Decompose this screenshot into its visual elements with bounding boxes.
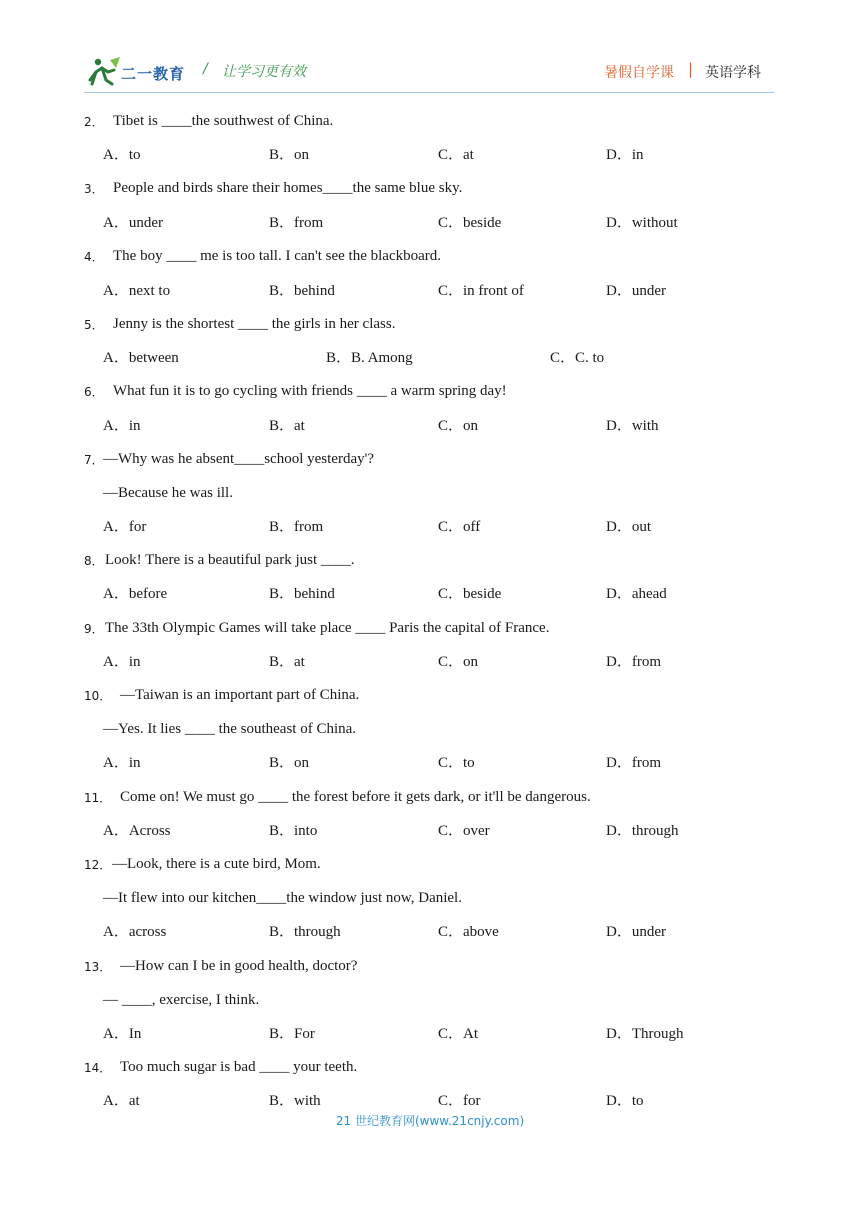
question-number: 9． — [84, 622, 104, 636]
option-a[interactable]: A．to — [103, 147, 141, 163]
option-b[interactable]: B．from — [269, 519, 324, 535]
question-number: 13． — [84, 960, 112, 974]
option-b[interactable]: B．on — [269, 147, 310, 163]
question-text: What fun it is to go cycling with friends ____ a warm spring day! — [113, 383, 507, 399]
option-d[interactable]: D．ahead — [606, 586, 667, 602]
option-d[interactable]: D．without — [606, 215, 678, 231]
option-d[interactable]: D．under — [606, 283, 666, 299]
question-text: Look! There is a beautiful park just ____. — [105, 552, 355, 568]
option-d[interactable]: D．to — [606, 1093, 644, 1109]
page-footer[interactable]: 21 世纪教育网(www.21cnjy.com) — [335, 1114, 525, 1128]
option-b[interactable]: B．into — [269, 823, 318, 839]
option-a[interactable]: A．next to — [103, 283, 171, 299]
course-label: 暑假自学课 — [604, 65, 674, 81]
question-number: 6． — [84, 385, 104, 399]
slogan-separator: / — [203, 61, 208, 77]
question-text: —Look, there is a cute bird, Mom. — [112, 856, 321, 872]
question-number: 14． — [84, 1061, 112, 1075]
option-a[interactable]: A．at — [103, 1093, 140, 1109]
question-text: —Taiwan is an important part of China. — [120, 687, 360, 703]
option-c[interactable]: C．to — [438, 755, 475, 771]
option-d[interactable]: D．from — [606, 755, 661, 771]
option-b[interactable]: B．behind — [269, 586, 335, 602]
question-number: 10． — [84, 689, 112, 703]
question-text: Tibet is ____the southwest of China. — [113, 113, 334, 129]
option-a[interactable]: A．between — [103, 350, 179, 366]
option-b[interactable]: B．on — [269, 755, 310, 771]
question-number: 2． — [84, 115, 104, 129]
option-d[interactable]: D．through — [606, 823, 679, 839]
option-c[interactable]: C．At — [438, 1026, 479, 1042]
option-a[interactable]: A．before — [103, 586, 168, 602]
option-d[interactable]: D．out — [606, 519, 652, 535]
question-text: —It flew into our kitchen____the window just now, Daniel. — [103, 890, 462, 906]
option-c[interactable]: C．over — [438, 823, 490, 839]
header-divider — [84, 92, 774, 93]
option-d[interactable]: D．in — [606, 147, 644, 163]
question-text: —Yes. It lies ____ the southeast of China. — [103, 721, 357, 737]
option-b[interactable]: B．with — [269, 1093, 321, 1109]
option-c[interactable]: C．above — [438, 924, 499, 940]
option-c[interactable]: C．on — [438, 654, 479, 670]
question-number: 11． — [84, 791, 112, 805]
option-a[interactable]: A．under — [103, 215, 163, 231]
option-d[interactable]: D．from — [606, 654, 661, 670]
question-number: 5． — [84, 318, 104, 332]
option-c[interactable]: C．at — [438, 147, 474, 163]
slogan: 让学习更有效 — [222, 64, 306, 80]
option-d[interactable]: D．with — [606, 418, 659, 434]
option-b[interactable]: B．For — [269, 1026, 315, 1042]
option-c[interactable]: C．on — [438, 418, 479, 434]
question-number: 4． — [84, 250, 104, 264]
option-c[interactable]: C．off — [438, 519, 481, 535]
page-header — [0, 0, 860, 100]
option-a[interactable]: A．in — [103, 755, 141, 771]
question-number: 3． — [84, 182, 104, 196]
option-c[interactable]: C．beside — [438, 586, 502, 602]
option-c[interactable]: C．C. to — [550, 350, 605, 366]
option-b[interactable]: B．B. Among — [326, 350, 413, 366]
option-a[interactable]: A．across — [103, 924, 167, 940]
question-text: — ____, exercise, I think. — [103, 992, 260, 1008]
option-d[interactable]: D．Through — [606, 1026, 684, 1042]
option-b[interactable]: B．at — [269, 654, 305, 670]
question-text: Too much sugar is bad ____ your teeth. — [120, 1059, 358, 1075]
question-text: The 33th Olympic Games will take place ____ Paris the capital of France. — [105, 620, 550, 636]
option-b[interactable]: B．through — [269, 924, 341, 940]
option-c[interactable]: C．for — [438, 1093, 481, 1109]
option-b[interactable]: B．behind — [269, 283, 335, 299]
question-text: Jenny is the shortest ____ the girls in her class. — [113, 316, 396, 332]
question-text: People and birds share their homes____the same blue sky. — [113, 180, 463, 196]
question-text: —Because he was ill. — [103, 485, 233, 501]
option-a[interactable]: A．In — [103, 1026, 142, 1042]
option-c[interactable]: C．beside — [438, 215, 502, 231]
option-a[interactable]: A．in — [103, 418, 141, 434]
subject-label: 英语学科 — [705, 65, 761, 81]
option-c[interactable]: C．in front of — [438, 283, 524, 299]
question-text: Come on! We must go ____ the forest before it gets dark, or it'll be dangerous. — [120, 789, 591, 805]
option-a[interactable]: A．Across — [103, 823, 171, 839]
option-a[interactable]: A．for — [103, 519, 147, 535]
course-separator: | — [688, 60, 694, 78]
option-b[interactable]: B．at — [269, 418, 305, 434]
question-number: 7． — [84, 453, 104, 467]
question-text: —Why was he absent____school yesterday'? — [103, 451, 374, 467]
question-number: 12． — [84, 858, 112, 872]
option-d[interactable]: D．under — [606, 924, 666, 940]
question-text: —How can I be in good health, doctor? — [120, 958, 358, 974]
option-a[interactable]: A．in — [103, 654, 141, 670]
logo-text: 二一教育 — [121, 65, 186, 83]
question-number: 8． — [84, 554, 104, 568]
option-b[interactable]: B．from — [269, 215, 324, 231]
question-text: The boy ____ me is too tall. I can't see the blackboard. — [113, 248, 442, 264]
